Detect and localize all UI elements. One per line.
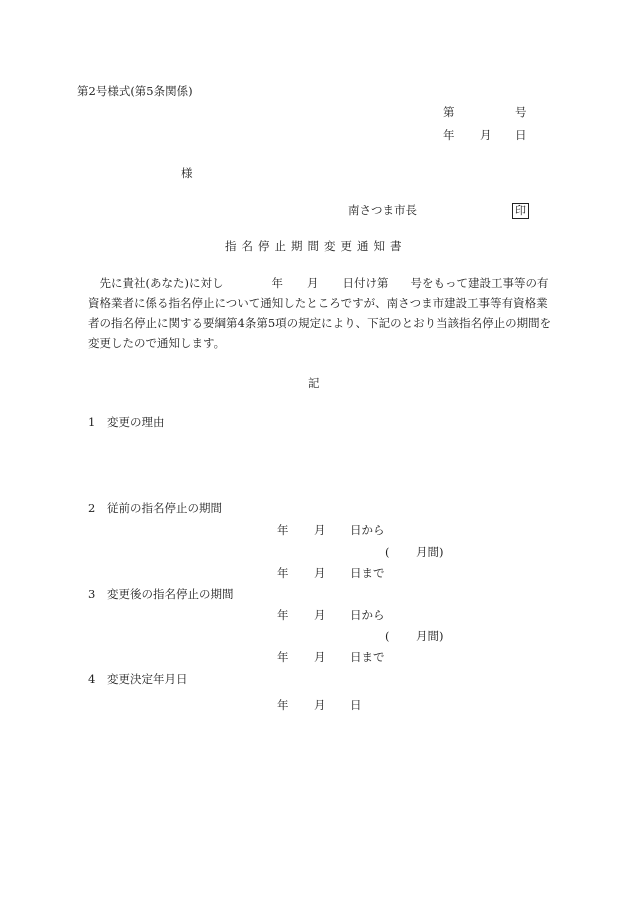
form-label: 第2号様式(第5条関係) bbox=[77, 84, 193, 98]
prev-start-from: 日から bbox=[350, 523, 385, 537]
item-1-number: 1 bbox=[88, 415, 96, 429]
date-year: 年 bbox=[443, 128, 455, 142]
decision-year: 年 bbox=[277, 698, 289, 712]
body-month: 月 bbox=[306, 276, 319, 290]
body-year: 年 bbox=[271, 276, 283, 290]
new-start-year: 年 bbox=[277, 608, 289, 622]
date-month: 月 bbox=[480, 128, 492, 142]
seal-mark bbox=[512, 203, 529, 219]
body-dated: 日付け第 bbox=[342, 276, 389, 290]
new-start-month: 月 bbox=[314, 608, 326, 622]
new-open-paren: ( bbox=[385, 629, 390, 643]
prev-months: 月間) bbox=[416, 545, 444, 559]
item-4-label: 変更決定年月日 bbox=[107, 672, 188, 686]
doc-number-suffix: 号 bbox=[515, 105, 527, 119]
addressee-suffix: 様 bbox=[181, 166, 193, 180]
prev-start-month: 月 bbox=[314, 523, 326, 537]
doc-number-prefix: 第 bbox=[443, 105, 455, 119]
new-months: 月間) bbox=[416, 629, 444, 643]
new-end-until: 日まで bbox=[350, 650, 385, 664]
prev-end-until: 日まで bbox=[350, 566, 385, 580]
decision-day: 日 bbox=[350, 698, 362, 712]
decision-month: 月 bbox=[314, 698, 326, 712]
new-end-year: 年 bbox=[277, 650, 289, 664]
seal-text: 印 bbox=[512, 203, 529, 219]
new-start-from: 日から bbox=[350, 608, 385, 622]
prev-end-year: 年 bbox=[277, 566, 289, 580]
prev-start-year: 年 bbox=[277, 523, 289, 537]
new-end-month: 月 bbox=[314, 650, 326, 664]
date-day: 日 bbox=[515, 128, 527, 142]
item-3-label: 変更後の指名停止の期間 bbox=[107, 587, 234, 601]
item-2-label: 従前の指名停止の期間 bbox=[107, 501, 222, 515]
prev-end-month: 月 bbox=[314, 566, 326, 580]
document-title: 指名停止期間変更通知書 bbox=[225, 239, 407, 253]
item-1-label: 変更の理由 bbox=[107, 415, 165, 429]
body-part2: 号をもって建設工事等の有資格業者に係る指名停止について通知したところですが、南さつま市建設工事等有資格業者の指名停止に関する要綱第4条第5項の規定により、下記のとおり当該指名停止の期間を変更したので通知します。 bbox=[88, 276, 552, 350]
item-3-number: 3 bbox=[88, 587, 96, 601]
item-2-number: 2 bbox=[88, 501, 96, 515]
body-part1: 先に貴社(あなた)に対し bbox=[99, 276, 224, 290]
body-paragraph bbox=[88, 273, 558, 353]
item-4-number: 4 bbox=[88, 672, 96, 686]
ki-heading: 記 bbox=[308, 376, 320, 390]
prev-open-paren: ( bbox=[385, 545, 390, 559]
sender-name: 南さつま市長 bbox=[348, 203, 417, 217]
